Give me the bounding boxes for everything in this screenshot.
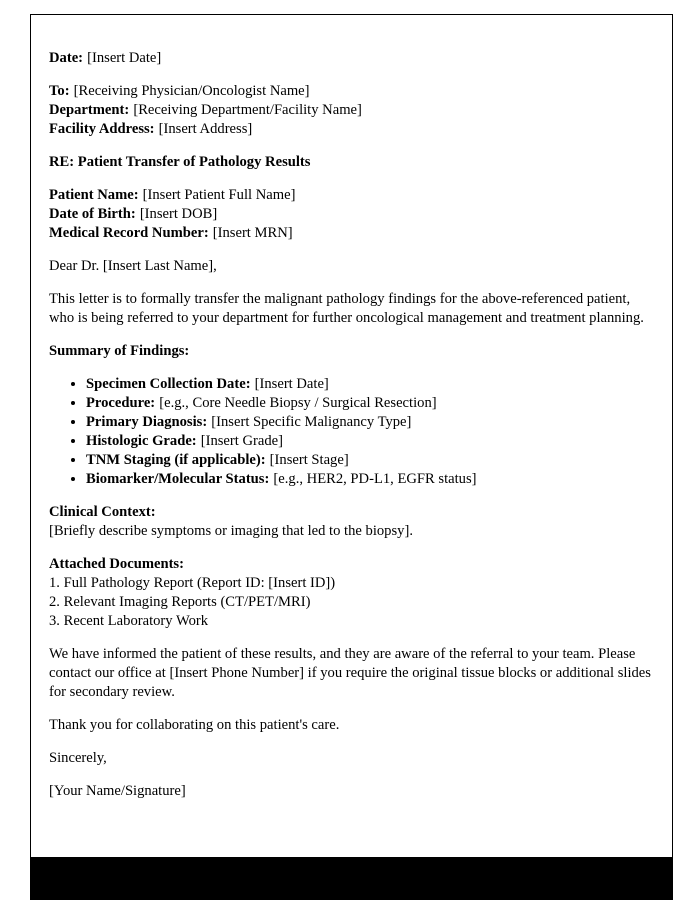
facility-address-value: [Insert Address] <box>158 121 253 137</box>
facility-address-label: Facility Address: <box>49 121 155 137</box>
primary-diagnosis-label: Primary Diagnosis: <box>86 414 208 430</box>
attached-documents-block <box>49 555 654 631</box>
histologic-grade-label: Histologic Grade: <box>86 433 197 449</box>
greeting: Dear Dr. [Insert Last Name], <box>49 258 217 274</box>
subject-line: RE: Patient Transfer of Pathology Results <box>49 154 311 170</box>
findings-heading: Summary of Findings: <box>49 343 190 359</box>
patient-name-line <box>49 186 654 205</box>
recipient-block <box>49 82 654 139</box>
clinical-context-block <box>49 503 654 541</box>
date-value: [Insert Date] <box>87 50 162 66</box>
histologic-grade-value: [Insert Grade] <box>200 433 283 449</box>
department-value: [Receiving Department/Facility Name] <box>133 102 362 118</box>
finding-item-tnm-staging <box>86 451 654 470</box>
mrn-label: Medical Record Number: <box>49 225 209 241</box>
recipient-to-line <box>49 82 654 101</box>
attachment-item-pathology-report: 1. Full Pathology Report (Report ID: [Insert ID]) <box>49 575 336 591</box>
patient-name-label: Patient Name: <box>49 187 139 203</box>
dob-value: [Insert DOB] <box>139 206 218 222</box>
page-bottom-bar <box>30 857 673 899</box>
signature-line: [Your Name/Signature] <box>49 783 186 799</box>
finding-item-primary-diagnosis <box>86 413 654 432</box>
biomarker-status-label: Biomarker/Molecular Status: <box>86 471 270 487</box>
thanks-line: Thank you for collaborating on this patient's care. <box>49 717 340 733</box>
signoff-line: Sincerely, <box>49 750 107 766</box>
finding-item-biomarker-status <box>86 470 654 489</box>
attachment-item-laboratory-work: 3. Recent Laboratory Work <box>49 613 209 629</box>
closing-paragraph: We have informed the patient of these results, and they are aware of the referral to your team. Please contact our office at [Insert Phone Number] if you require the original tissue blocks or additional slides for secondary review. <box>49 646 651 700</box>
patient-name-value: [Insert Patient Full Name] <box>142 187 296 203</box>
primary-diagnosis-value: [Insert Specific Malignancy Type] <box>211 414 412 430</box>
letter-body <box>31 15 672 811</box>
mrn-value: [Insert MRN] <box>212 225 293 241</box>
letter-page <box>30 14 673 900</box>
clinical-context-text: [Briefly describe symptoms or imaging that led to the biopsy]. <box>49 523 413 539</box>
recipient-department-line <box>49 101 654 120</box>
intro-paragraph: This letter is to formally transfer the malignant pathology findings for the above-referenced patient, who is being referred to your department for further oncological management and treatment planning. <box>49 291 644 326</box>
date-label: Date: <box>49 50 84 66</box>
findings-list <box>49 375 654 489</box>
procedure-label: Procedure: <box>86 395 156 411</box>
attachment-item-imaging-reports: 2. Relevant Imaging Reports (CT/PET/MRI) <box>49 594 311 610</box>
patient-dob-line <box>49 205 654 224</box>
clinical-context-heading: Clinical Context: <box>49 504 156 520</box>
finding-item-specimen-date <box>86 375 654 394</box>
recipient-facility-line <box>49 120 654 139</box>
tnm-staging-value: [Insert Stage] <box>269 452 349 468</box>
patient-mrn-line <box>49 224 654 243</box>
department-label: Department: <box>49 102 130 118</box>
patient-block <box>49 186 654 243</box>
biomarker-status-value: [e.g., HER2, PD-L1, EGFR status] <box>273 471 477 487</box>
to-label: To: <box>49 83 70 99</box>
tnm-staging-label: TNM Staging (if applicable): <box>86 452 266 468</box>
finding-item-histologic-grade <box>86 432 654 451</box>
dob-label: Date of Birth: <box>49 206 136 222</box>
to-value: [Receiving Physician/Oncologist Name] <box>73 83 310 99</box>
specimen-date-value: [Insert Date] <box>254 376 329 392</box>
attached-documents-heading: Attached Documents: <box>49 556 184 572</box>
specimen-date-label: Specimen Collection Date: <box>86 376 251 392</box>
procedure-value: [e.g., Core Needle Biopsy / Surgical Resection] <box>159 395 437 411</box>
finding-item-procedure <box>86 394 654 413</box>
date-line <box>49 49 654 68</box>
